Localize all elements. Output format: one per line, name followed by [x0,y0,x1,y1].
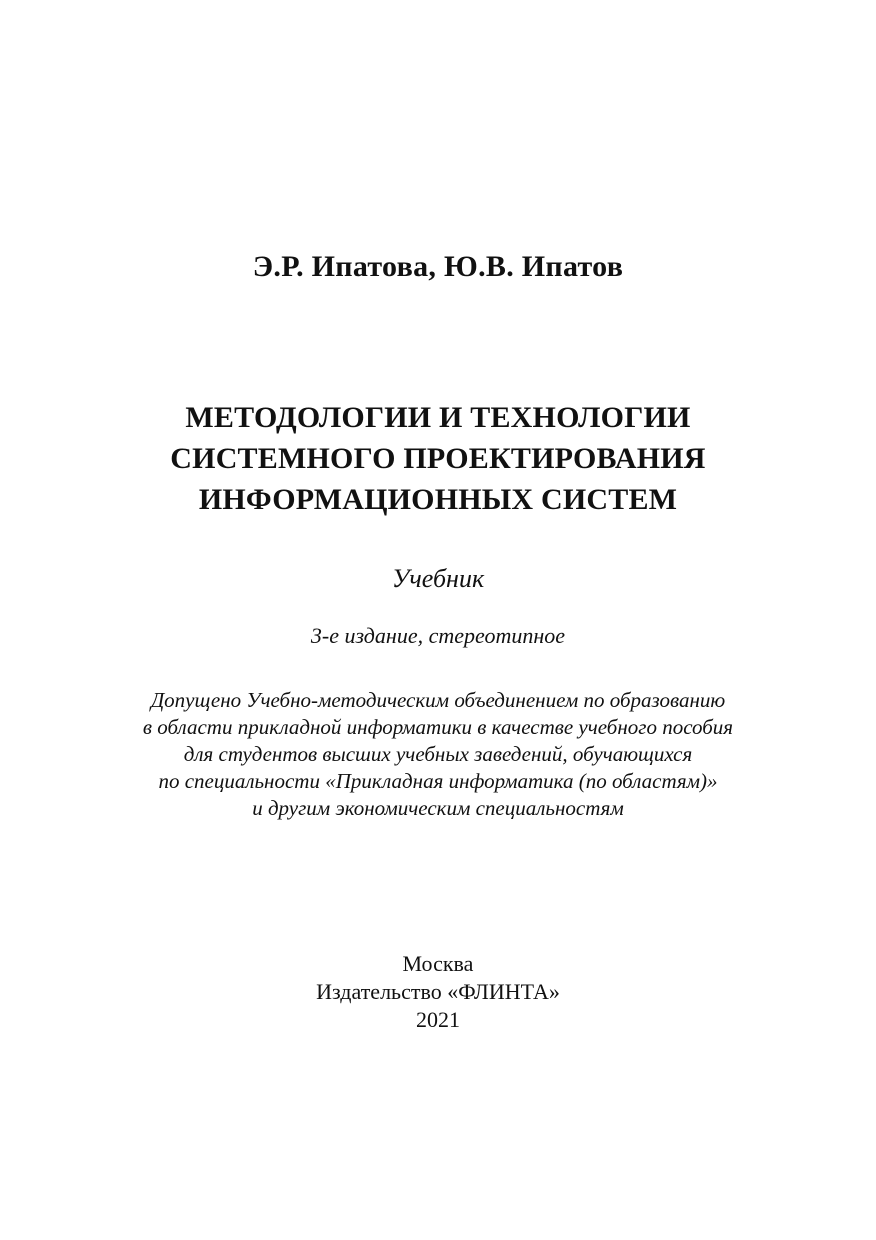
authors: Э.Р. Ипатова, Ю.В. Ипатов [252,250,624,283]
approval-line: по специальности «Прикладная информатика (по областям)» [158,769,718,793]
title-line: ИНФОРМАЦИОННЫХ СИСТЕМ [198,483,678,516]
imprint-year: 2021 [416,1007,460,1032]
approval-line: Допущено Учебно-методическим объединением по образованию [150,688,726,712]
approval-line: в области прикладной информатики в качестве учебного пособия [142,715,734,739]
imprint-city: Москва [402,951,474,976]
publication-type: Учебник [391,564,485,593]
edition-note: 3-е издание, стереотипное [310,623,566,648]
imprint-publisher: Издательство «ФЛИНТА» [316,979,560,1004]
title-line: МЕТОДОЛОГИИ И ТЕХНОЛОГИИ [185,401,691,434]
approval-line: для студентов высших учебных заведений, обучающихся [183,742,693,766]
title-line: СИСТЕМНОГО ПРОЕКТИРОВАНИЯ [170,442,706,475]
approval-line: и другим экономическим специальностям [252,796,624,820]
